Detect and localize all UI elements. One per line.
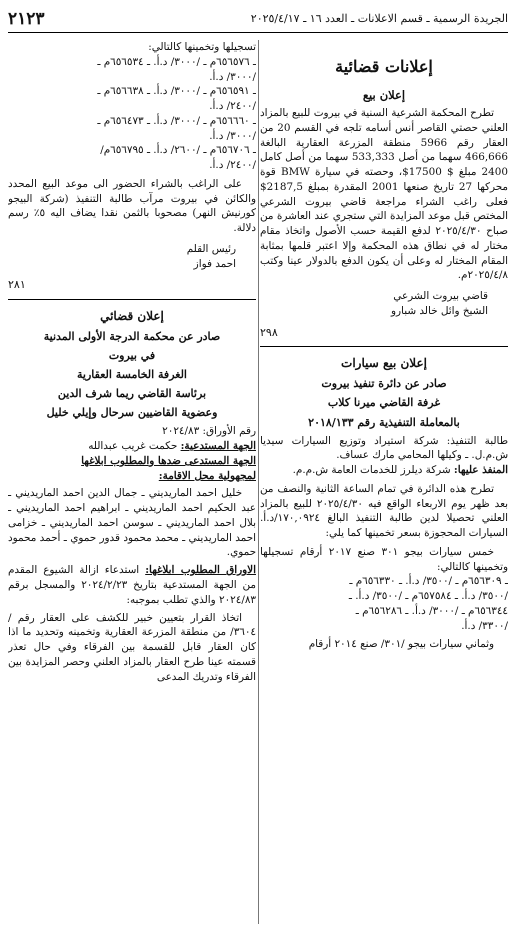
text-line: خمس سيارات بيجو ٣٠١ صنع ٢٠١٧ أرقام bbox=[299, 545, 494, 558]
purchase-paragraph bbox=[8, 177, 256, 236]
creditor-paragraph bbox=[260, 434, 508, 464]
documents-label: الاوراق المطلوب ابلاغها: bbox=[145, 564, 256, 577]
text-line: تطرح المحكمة الشرعية السنية في بيروت للبيع bbox=[291, 107, 494, 120]
text-line: للبيع بالمزاد العلني تحصيلا لدين طالبة التنفيذ البالغ bbox=[260, 497, 508, 525]
documents-paragraph bbox=[8, 563, 256, 607]
respondents-label bbox=[8, 454, 256, 484]
cars-paragraph bbox=[260, 545, 508, 575]
issuer-line: صادر عن دائرة تنفيذ بيروت bbox=[321, 377, 447, 391]
text-line: وتحديد ما اذا كان العقار قابل للقسمة بين الفرقاء bbox=[8, 626, 256, 654]
text-line: اتخاذ القرار بتعيين خبير للكشف على العقار رقم bbox=[17, 611, 242, 624]
text-line: لدفع القيمة حسب الأصول واتخاذ مقام مختار له في bbox=[260, 225, 508, 252]
text-line: على الراغب بالشراء الحضور الى موعد البيع bbox=[42, 177, 242, 190]
text-line: تطرح هذه الدائرة في تمام الساعة الثانية والنصف bbox=[277, 482, 494, 495]
price-line: ـ ٦٥٦٥٩١م ـ /٣٠٠٠/ د.أ. ـ ٦٥٦٦٣٨م ـ bbox=[97, 85, 256, 98]
signer-title: قاضي بيروت الشرعي bbox=[393, 290, 488, 303]
text-line: ١٧٠,٠٩٢٤/د.أ. السيارات المحجوزة بسعر bbox=[260, 512, 508, 540]
price-line: /٣٠٠٠/ د.أ. bbox=[209, 129, 256, 142]
chamber-line: غرفة القاضي ميرنا كلاب bbox=[327, 396, 441, 410]
text-line: ٥٪ رسم دلالة. bbox=[8, 207, 256, 235]
text-line: تسجيلها وتخمينها كالتالي: bbox=[148, 41, 256, 53]
text-line: المقدم من الجهة المستدعية بتاريخ ٢٠٢٤/٢/٢٣ bbox=[8, 564, 256, 592]
signer-name: الشيخ وائل خالد شبارو bbox=[391, 305, 488, 317]
price-line: ـ ٦٥٦٦٦٠م ـ /٣٠٠٠/ د.أ. ـ ٦٥٦٤٧٣م ـ bbox=[97, 114, 256, 127]
requester-label: الجهة المستدعية: bbox=[180, 440, 256, 453]
case-line: بالمعاملة التنفيذية رقم ٢٠١٨/١٣٣ bbox=[308, 415, 460, 429]
notice-body bbox=[260, 106, 508, 283]
text-line: استدعاء ازالة الشيوع bbox=[43, 564, 146, 577]
text-line: بالمزاد العلني حصتي القاصر أنس أسامه تلجه في bbox=[260, 107, 508, 134]
column-divider bbox=[258, 40, 259, 924]
price-line: /٣٥٠٠/ د.أ. ـ ٦٥٧٥٨٤م ـ /٣٥٠٠/ د.أ. ـ bbox=[348, 590, 508, 603]
text-line: /٣٦٠٤/ من منطقة المزرعة العقارية وتخمينه bbox=[8, 611, 256, 639]
text-line: طالبة التنفيذ: شركة استيراد وتوزيع السيارات bbox=[291, 434, 508, 447]
notice-number: ٢٩٨ bbox=[260, 325, 278, 339]
text-line: البيجو كورنيش النهر) مصحوبا بالثمن نقدا يضاف اليه bbox=[8, 192, 256, 220]
parties-paragraph bbox=[8, 486, 256, 560]
ref-line bbox=[8, 424, 256, 439]
text-line: خليل احمد الماريديني ـ جمال الدين احمد bbox=[62, 487, 242, 500]
price-line: ٦٥٦٣٤٤م ـ /٣٠٠٠/ د.أ. ـ ٦٥٦٢٨٦م ـ bbox=[355, 604, 508, 617]
text-line: العقارية البالغة 466,666 سهما من أصل 533,333 bbox=[260, 136, 508, 164]
running-title: الجريدة الرسمية ـ قسم الاعلانات ـ العدد ١٦ ـ ٢٠٢٥/٤/١٧ bbox=[250, 12, 508, 26]
presiding-line: برئاسة القاضي ريما شرف الدين bbox=[57, 387, 207, 401]
text-line: التي ستجري عند العاشرة من صباح ٢٠٢٥/٤/٣٠ bbox=[260, 210, 508, 238]
respondents-label-line: الجهة المستدعى ضدها والمطلوب ابلاغها bbox=[81, 454, 256, 467]
text-line: وثماني سيارات بيجو /٣٠١/ صنع ٢٠١٤ أرقام bbox=[308, 637, 494, 650]
section-title: إعلانات قضائية bbox=[335, 57, 433, 76]
price-line: /٢٤٠٠/ د.أ. bbox=[209, 159, 256, 172]
text-line: القسم 20 من العقار رقم 5966 منطقة المزرعة bbox=[260, 121, 508, 149]
page-number: ٢١٢٣ bbox=[8, 8, 45, 29]
notice-title: إعلان قضائي bbox=[100, 309, 164, 324]
price-line: /٢٤٠٠/ د.أ. bbox=[209, 100, 256, 113]
city-line: في بيروت bbox=[108, 349, 156, 363]
separator bbox=[8, 299, 256, 300]
price-line: ـ ٦٥٦٣٠٩م ـ /٣٥٠٠/ د.أ. ـ ٦٥٦٣٣٠م ـ bbox=[349, 575, 508, 588]
notice-title: إعلان بيع سيارات bbox=[341, 356, 427, 371]
text-line: المختار له وعلى أن يكون الدفع بالدولار عينا وكتب bbox=[260, 254, 478, 267]
signature-block bbox=[8, 242, 256, 272]
text-line: من بعد ظهر يوم الاربعاء الواقع فيه ٢٠٢٥/٤/٣٠ bbox=[260, 482, 508, 510]
requester-line bbox=[8, 439, 256, 454]
request-paragraph bbox=[8, 611, 256, 685]
text-line: المقدرة بمبلغ 2187,5$ فعلى راغب الشراء مراجعة bbox=[260, 180, 508, 208]
text-line: والمسجل برقم ٢٠٢٤/٨٣ والذي تطلب بموجبه: bbox=[8, 579, 256, 606]
requester-value: حكمت غريب عبدالله bbox=[88, 440, 181, 453]
price-line: ـ ٦٥٦٧٠٦م ـ /٢٦٠٠/ د.أ. ـ ٦٥٦٧٩٥م/ bbox=[100, 144, 256, 157]
text-line: محمود قدور حموي ـ أحمد محمود حموي. bbox=[8, 531, 256, 559]
text-line: المحدد والكائن في بيروت مرآب طالبة التنفيذ (شركة bbox=[8, 177, 256, 205]
text-line: العلني وحصر المزايدة بين الفرقاء وتدريك المدعى bbox=[8, 655, 256, 683]
respondents-label-line: لمجهولية محل الاقامة: bbox=[158, 469, 256, 482]
chamber-line: الغرفة الخامسة العقارية bbox=[77, 368, 187, 382]
text-line: نطاق هذه المحكمة وإلا اعتبر قلمها بمثابة المقام bbox=[260, 239, 508, 267]
ref-value: ٢٠٢٤/٨٣ bbox=[162, 425, 203, 438]
sale-paragraph bbox=[260, 482, 508, 541]
members-line: وعضوية القاضيين سرحال وإيلي خليل bbox=[46, 406, 218, 420]
price-line: /٣٠٠٠/ د.أ. bbox=[209, 70, 256, 83]
text-line: الماريديني ـ عبد الحكيم احمد الماريديني ـ ابراهيم bbox=[8, 487, 256, 515]
separator bbox=[260, 346, 508, 347]
notice-subtitle: إعلان بيع bbox=[362, 87, 406, 102]
text-line: سيديا ش.م.ل. ـ وكيلها المحامي مارك عساف. bbox=[260, 434, 508, 462]
price-line: ـ ٦٥٦٥٧٦م ـ /٣٠٠٠/ د.أ. ـ ٦٥٦٥٣٤م ـ bbox=[97, 55, 256, 68]
text-line: احمد الماريديني ـ خزامى احمد الماريديني ـ محمد bbox=[8, 516, 256, 544]
text-line: شركة ديلرز للخدمات العامة bbox=[331, 464, 454, 477]
text-line: ش.م.م. bbox=[292, 464, 329, 477]
text-line: تخمينها كما يلي: bbox=[325, 527, 395, 540]
ref-label: رقم الأوراق: bbox=[202, 425, 256, 438]
signature-block bbox=[260, 289, 508, 319]
court-line: صادر عن محكمة الدرجة الأولى المدنية bbox=[43, 330, 221, 344]
left-column bbox=[8, 40, 256, 930]
text-line: سهما من أصل كامل 2400 مبلغ $ 17500$، وحصته bbox=[260, 151, 508, 179]
right-column bbox=[260, 40, 508, 930]
text-line: ٢٠٢٥/٤/٨م. bbox=[457, 269, 508, 282]
text-line: تسجيلها وتخمينها كالتالي: bbox=[260, 545, 508, 573]
text-line: في سيارة BMW قوة محركها 27 تاريخ صنعها 2001 bbox=[260, 166, 508, 193]
debtor-paragraph bbox=[260, 463, 508, 478]
text-line: قاضي بيروت الشرعي المختص قبل موعد المزايدة bbox=[260, 195, 508, 223]
debtor-label: المنفذ عليها: bbox=[453, 464, 508, 477]
signer-title: رئيس القلم bbox=[186, 242, 236, 255]
signer-name: احمد فواز bbox=[193, 257, 236, 270]
notice-number: ٢٨١ bbox=[8, 278, 26, 292]
page-header bbox=[8, 6, 508, 33]
price-line: /٣٣٠٠/ د.أ. bbox=[461, 619, 508, 632]
text-line: وفي حال تعذر قسمته عينا طرح العقار بالمزاد bbox=[8, 641, 256, 668]
text-line: احمد الماريديني ـ بلال احمد الماريديني ـ سوسن bbox=[8, 502, 256, 529]
